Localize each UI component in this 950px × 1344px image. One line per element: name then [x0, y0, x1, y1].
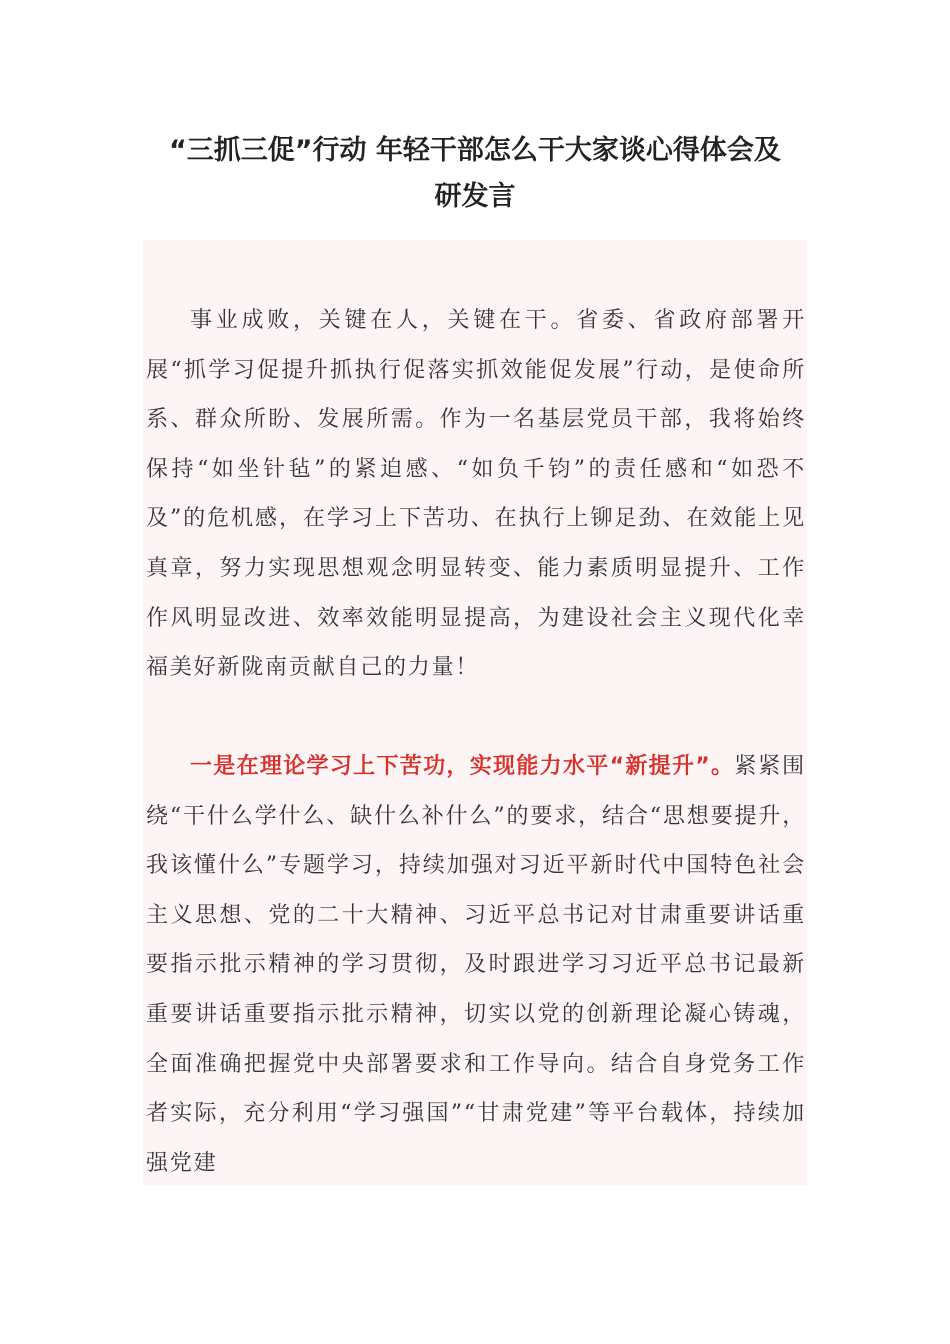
title-line-2: 研发言	[434, 181, 516, 212]
section-1-paragraph	[146, 742, 806, 1188]
document-title	[120, 128, 830, 220]
title-line-1: “三抓三促”行动 年轻干部怎么干大家谈心得体会及	[169, 135, 781, 166]
section-1-body: 紧紧围绕“干什么学什么、缺什么补什么”的要求，结合“思想要提升，我该懂什么”专题学习，持续加强对习近平新时代中国特色社会主义思想、党的二十大精神、习近平总书记对甘肃重要讲话重要指示批示精神的学习贯彻，及时跟进学习习近平总书记最新重要讲话重要指示批示精神，切实以党的创新理论凝心铸魂，全面准确把握党中央部署要求和工作导向。结合自身党务工作者实际，充分利用“学习强国”“甘肃党建”等平台载体，持续加强党建	[146, 754, 806, 1176]
section-1-heading: 一是在理论学习上下苦功，实现能力水平“新提升”。	[190, 754, 735, 779]
intro-paragraph: 事业成败，关键在人，关键在干。省委、省政府部署开展“抓学习促提升抓执行促落实抓效能促发展”行动，是使命所系、群众所盼、发展所需。作为一名基层党员干部，我将始终保持“如坐针毡”的紧迫感、“如负千钧”的责任感和“如恐不及”的危机感，在学习上下苦功、在执行上铆足劲、在效能上见真章，努力实现思想观念明显转变、能力素质明显提升、工作作风明显改进、效率效能明显提高，为建设社会主义现代化幸福美好新陇南贡献自己的力量！	[146, 308, 806, 681]
